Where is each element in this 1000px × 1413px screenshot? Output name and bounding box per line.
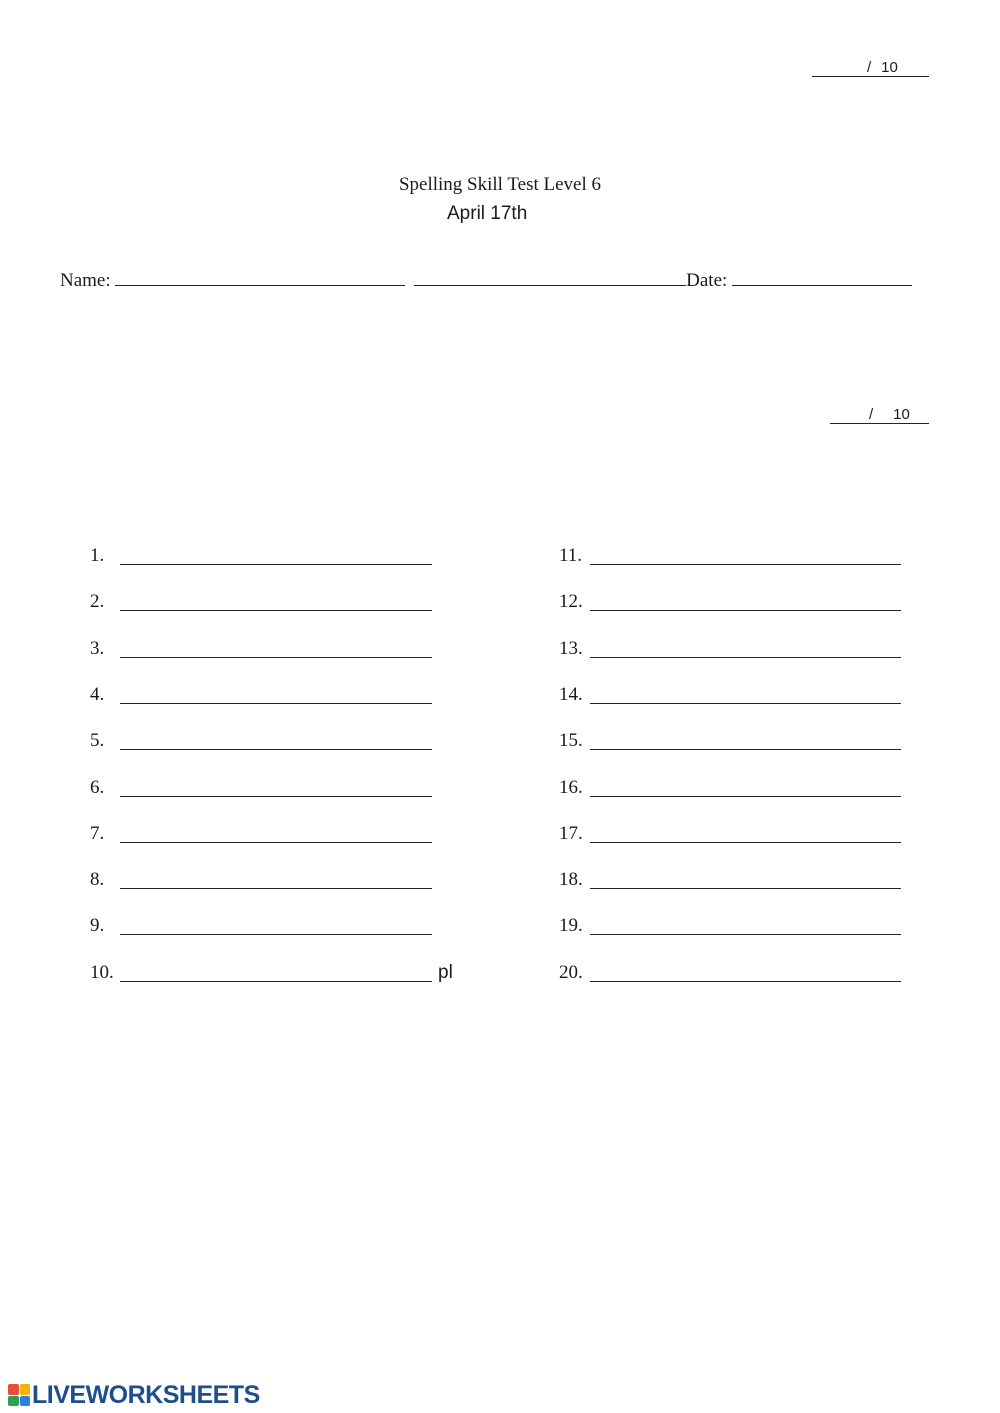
answer-blank[interactable] — [120, 795, 432, 797]
answer-blank[interactable] — [590, 563, 901, 565]
score-slash: / — [869, 406, 874, 423]
answer-blank[interactable] — [120, 609, 432, 611]
answer-row — [559, 823, 941, 847]
date-label: Date: — [686, 270, 728, 291]
answer-blank[interactable] — [120, 980, 432, 982]
answer-number: 18. — [559, 869, 583, 891]
name-field-extra[interactable] — [414, 266, 686, 286]
logo-square — [8, 1384, 19, 1395]
score-blank[interactable] — [830, 407, 868, 424]
answer-number: 19. — [559, 915, 583, 937]
answer-row — [90, 684, 472, 708]
logo-square — [8, 1396, 19, 1407]
answer-blank[interactable] — [120, 887, 432, 889]
answer-blank[interactable] — [120, 702, 432, 704]
logo-square — [20, 1396, 31, 1407]
score-box-top — [812, 60, 929, 77]
answer-row — [90, 777, 472, 801]
date-field[interactable] — [732, 266, 912, 286]
answer-blank[interactable] — [590, 795, 901, 797]
answer-blank[interactable] — [590, 748, 901, 750]
answer-row — [90, 823, 472, 847]
page-title: Spelling Skill Test Level 6 — [398, 174, 602, 195]
answer-number: 17. — [559, 822, 583, 844]
answer-number: 13. — [559, 637, 583, 659]
answer-blank[interactable] — [120, 933, 432, 935]
name-date-row — [60, 266, 912, 292]
answer-number: 12. — [559, 591, 583, 613]
answer-blank[interactable] — [120, 656, 432, 658]
answer-blank[interactable] — [120, 563, 432, 565]
score-blank[interactable] — [812, 60, 866, 77]
answer-blank[interactable] — [590, 656, 901, 658]
answer-row — [559, 730, 941, 754]
answer-blank[interactable] — [590, 702, 901, 704]
answer-blank[interactable] — [590, 933, 901, 935]
answer-number: 6. — [90, 776, 105, 798]
answer-blank[interactable] — [590, 609, 901, 611]
answer-blank[interactable] — [590, 980, 901, 982]
answer-row — [559, 545, 941, 569]
answer-row — [90, 869, 472, 893]
answer-row — [559, 962, 941, 986]
answer-number: 16. — [559, 776, 583, 798]
answer-suffix: pl — [438, 961, 453, 983]
answer-row — [559, 591, 941, 615]
answer-row — [90, 591, 472, 615]
name-field[interactable] — [115, 266, 405, 286]
answer-row — [559, 869, 941, 893]
answer-row — [559, 638, 941, 662]
score-total: 10 — [881, 59, 898, 76]
score-total: 10 — [893, 406, 910, 423]
answer-number: 20. — [559, 961, 583, 983]
answer-number: 7. — [90, 822, 105, 844]
answer-row — [90, 638, 472, 662]
liveworksheets-logo — [8, 1381, 260, 1409]
answer-row — [559, 684, 941, 708]
answer-number: 10. — [90, 961, 114, 983]
brand-name: LIVEWORKSHEETS — [32, 1380, 260, 1409]
page-subtitle: April 17th — [447, 203, 528, 224]
answer-number: 15. — [559, 730, 583, 752]
answer-blank[interactable] — [120, 748, 432, 750]
answer-row — [90, 730, 472, 754]
logo-mark-icon — [8, 1384, 30, 1406]
answer-number: 2. — [90, 591, 105, 613]
answer-number: 4. — [90, 683, 105, 705]
score-box-mid — [830, 407, 929, 424]
answer-row — [559, 777, 941, 801]
answer-number: 3. — [90, 637, 105, 659]
answer-number: 5. — [90, 730, 105, 752]
answer-blank[interactable] — [590, 841, 901, 843]
answer-blank[interactable] — [590, 887, 901, 889]
answer-row — [90, 915, 472, 939]
name-label: Name: — [60, 270, 111, 291]
score-slash: / — [867, 59, 872, 76]
answer-number: 11. — [559, 545, 583, 566]
answer-row — [90, 962, 472, 986]
answer-row — [559, 915, 941, 939]
answer-number: 14. — [559, 683, 583, 705]
answer-number: 1. — [90, 545, 105, 566]
answer-number: 9. — [90, 915, 105, 937]
answer-row — [90, 545, 472, 569]
logo-square — [20, 1384, 31, 1395]
answer-blank[interactable] — [120, 841, 432, 843]
answer-number: 8. — [90, 869, 105, 891]
